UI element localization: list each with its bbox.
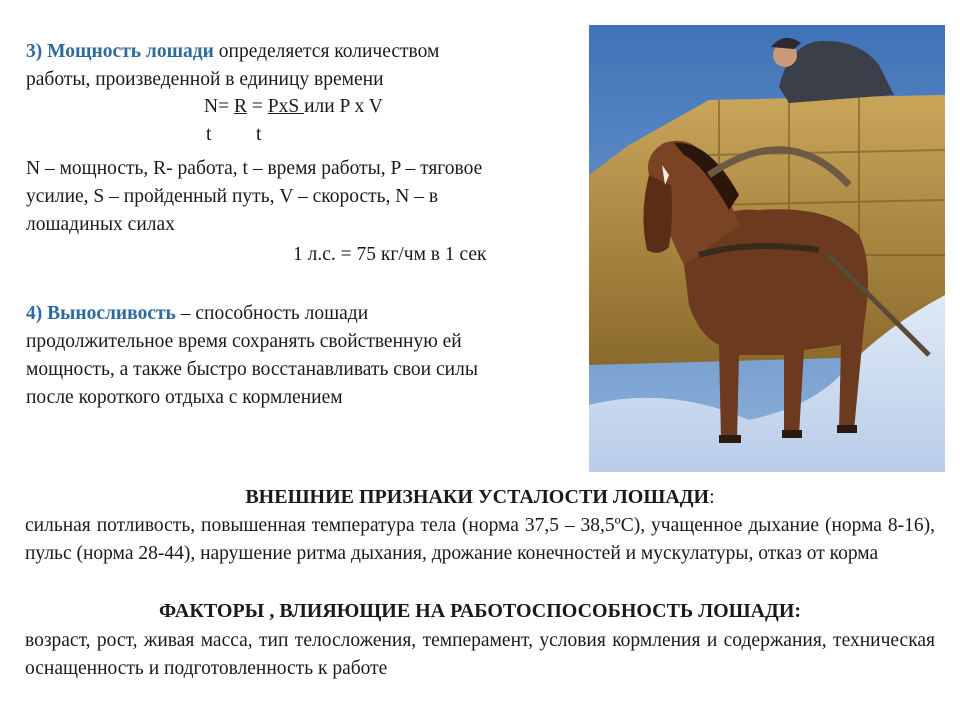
power-text: определяется количеством bbox=[213, 41, 440, 62]
power-legend-2: усилие, S – пройденный путь, V – скорость, N – в bbox=[26, 186, 439, 207]
horsepower-definition: 1 л.с. = 75 кг/чм в 1 сек bbox=[293, 244, 487, 265]
formula-work: R bbox=[233, 96, 247, 117]
power-line-1 bbox=[26, 38, 439, 66]
endurance-line-3: мощность, а также быстро восстанавливать свои силы bbox=[26, 359, 478, 380]
endurance-line-1: 4) Выносливость – способность лошади bbox=[26, 303, 369, 324]
endurance-line-2: продолжительное время сохранять свойственную ей bbox=[26, 331, 462, 352]
horse-photo bbox=[589, 25, 945, 472]
formula-pxs: PxS bbox=[267, 96, 305, 117]
power-legend-3: лошадиных силах bbox=[26, 214, 175, 235]
power-line-2: работы, произведенной в единицу времени bbox=[26, 69, 384, 90]
factors-body: возраст, рост, живая масса, тип телосложения, темперамент, условия кормления и содержания, техническая оснащенность и подготовленность к работе bbox=[25, 630, 935, 679]
fatigue-body: сильная потливость, повышенная температура тела (норма 37,5 – 38,5ºС), учащенное дыхание (норма 8-16), пульс (норма 28-44), нарушение ритма дыхания, дрожание конечностей и мускулатуры, отказ от корма bbox=[25, 515, 935, 564]
fatigue-heading: ВНЕШНИЕ ПРИЗНАКИ УСТАЛОСТИ ЛОШАДИ: bbox=[245, 486, 715, 508]
endurance-line-4: после короткого отдыха с кормлением bbox=[26, 387, 343, 408]
endurance-heading: 4) Выносливость bbox=[26, 303, 176, 324]
formula-alt: или P x V bbox=[304, 96, 383, 117]
power-legend-1: N – мощность, R- работа, t – время работы, P – тяговое bbox=[26, 158, 483, 179]
power-heading: 3) Мощность лошади bbox=[26, 41, 214, 62]
formula-denominator-2: t bbox=[256, 124, 262, 145]
formula-denominator-1: t bbox=[206, 124, 212, 145]
power-formula: N= R = PxS или P x V bbox=[204, 96, 383, 117]
factors-heading: ФАКТОРЫ , ВЛИЯЮЩИЕ НА РАБОТОСПОСОБНОСТЬ ЛОШАДИ: bbox=[158, 600, 802, 622]
